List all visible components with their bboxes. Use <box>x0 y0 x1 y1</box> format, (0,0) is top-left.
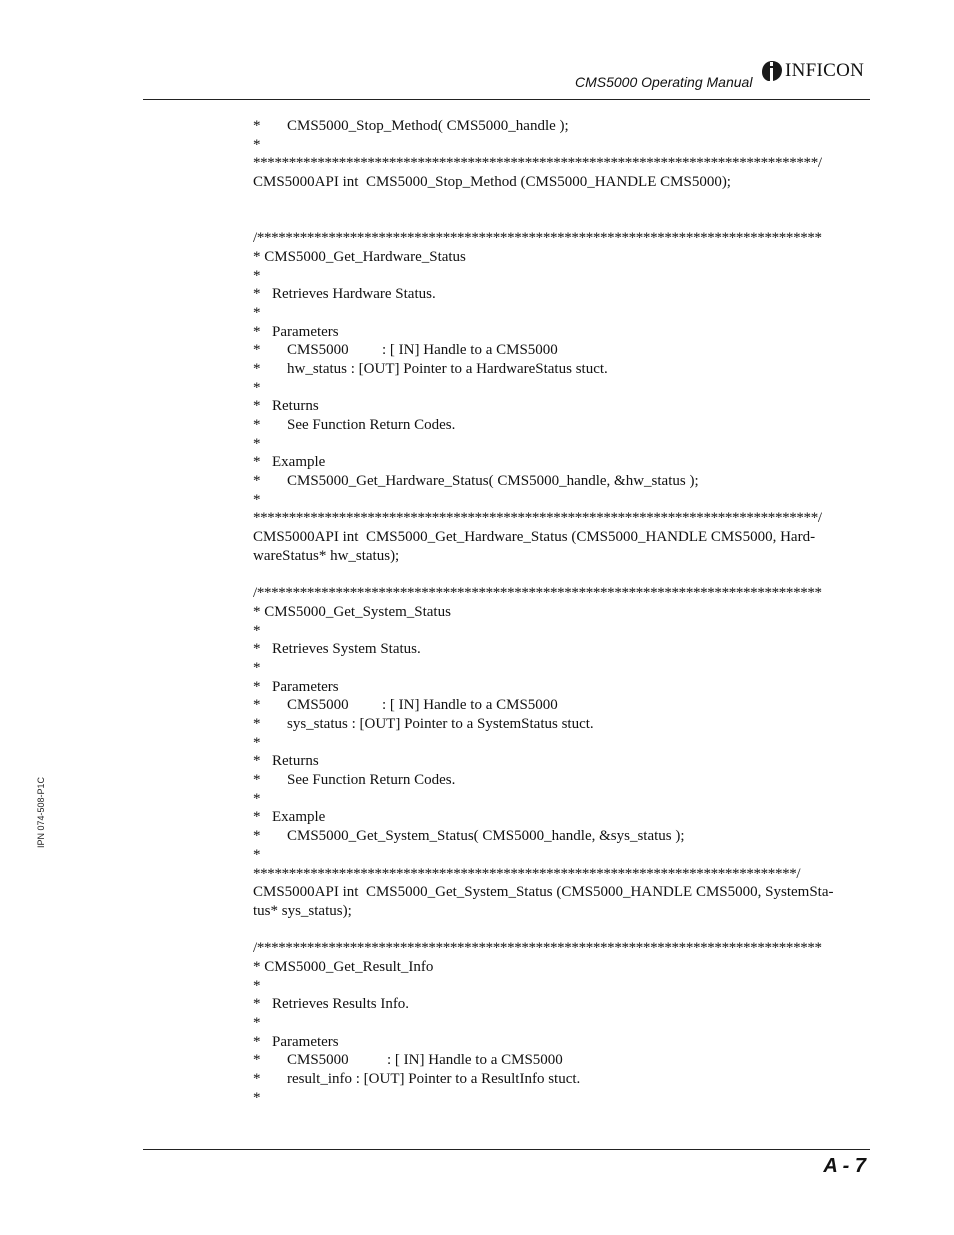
function-declaration: CMS5000API int CMS5000_Get_System_Status (CMS5000_HANDLE CMS5000, SystemSta- <box>253 884 834 901</box>
function-declaration-cont: tus* sys_status); <box>253 902 352 919</box>
comment-open: /******************************************************************************* <box>253 585 822 602</box>
comment-open: /******************************************************************************* <box>253 940 822 957</box>
param-name: CMS5000 <box>287 697 349 714</box>
param-line: hw_status : [OUT] Pointer to a HardwareStatus stuct. <box>287 360 608 377</box>
param-description: : [ IN] Handle to a CMS5000 <box>382 697 558 714</box>
header-rule <box>143 99 870 100</box>
example-heading: Example <box>272 809 326 826</box>
code-listing: * CMS5000_Stop_Method( CMS5000_handle ); * *******************************************************************************/ CMS5000API int CMS5000_Stop_Method (CMS5000_HANDLE CMS5000); /******************************************************************************* * CMS5000_Get_Hardware_Status * * Retrieves Hardware Status. * * Parameters * CMS5000 : [ IN] Handle to a CMS5000 * hw_status : [OUT] Pointer to a HardwareStatus stuct. * * Returns * See Function Return Codes. * * Example * CMS5000_Get_Hardware_Status( CMS5000_handle, &hw_status ); * *******************************************************************************/ CMS5000API int CMS5000_Get_Hardware_Status (CMS5000_HANDLE CMS5000, Hard- wareStatus* hw_status); /******************************************************************************* * CMS5000_Get_System_Status * * Retrieves System Status. * * Parameters * CMS5000 : [ IN] Handle to a CMS5000 * sys_status : [OUT] Pointer to a SystemStatus stuct. * * Returns * See Function Return Codes. * * Example * CMS5000_Get_System_Status( CMS5000_handle, &sys_status ); * ****************************************************************************/ CMS5000API int CMS5000_Get_System_Status (CMS5000_HANDLE CMS5000, SystemSta- tus* sys_status); /******************************************************************************* * CMS5000_Get_Result_Info * * Retrieves Results Info. * * Parameters * CMS5000 : [ IN] Handle to a CMS5000 * result_info : [OUT] Pointer to a ResultInfo stuct. * <box>253 117 873 1107</box>
function-description: Retrieves System Status. <box>272 641 421 658</box>
function-title: * CMS5000_Get_System_Status <box>253 603 451 620</box>
function-declaration-cont: wareStatus* hw_status); <box>253 547 400 564</box>
parameters-heading: Parameters <box>272 678 339 695</box>
function-declaration: CMS5000API int CMS5000_Stop_Method (CMS5000_HANDLE CMS5000); <box>253 174 731 191</box>
logo-wordmark: INFICON <box>785 60 865 81</box>
example-code: CMS5000_Get_System_Status( CMS5000_handle, &sys_status ); <box>287 828 685 845</box>
footer-rule <box>143 1149 870 1150</box>
returns-description: See Function Return Codes. <box>287 417 456 433</box>
code-line: CMS5000_Stop_Method( CMS5000_handle ); <box>287 118 569 134</box>
comment-close: *******************************************************************************/ <box>253 155 822 172</box>
page-number: A - 7 <box>823 1155 866 1177</box>
function-description: Retrieves Hardware Status. <box>272 286 436 303</box>
document-number: IPN 074-508-P1C <box>36 776 46 848</box>
example-heading: Example <box>272 454 326 471</box>
returns-description: See Function Return Codes. <box>287 772 456 789</box>
function-title: * CMS5000_Get_Result_Info <box>253 958 434 975</box>
param-line: sys_status : [OUT] Pointer to a SystemStatus stuct. <box>287 716 594 732</box>
param-description: : [ IN] Handle to a CMS5000 <box>382 342 558 359</box>
param-line: result_info : [OUT] Pointer to a ResultInfo stuct. <box>287 1071 581 1088</box>
param-name: CMS5000 <box>287 342 349 359</box>
comment-close: ****************************************************************************/ <box>253 865 801 882</box>
example-code: CMS5000_Get_Hardware_Status( CMS5000_handle, &hw_status ); <box>287 473 699 490</box>
inficon-logo-mark-icon <box>760 60 784 82</box>
comment-open: /******************************************************************************* <box>253 230 822 247</box>
manual-title: CMS5000 Operating Manual <box>575 74 753 90</box>
inficon-logo <box>760 60 864 82</box>
parameters-heading: Parameters <box>272 1033 339 1050</box>
param-description: : [ IN] Handle to a CMS5000 <box>387 1052 563 1069</box>
returns-heading: Returns <box>272 398 319 415</box>
function-description: Retrieves Results Info. <box>272 996 410 1013</box>
returns-heading: Returns <box>272 753 319 770</box>
function-title: * CMS5000_Get_Hardware_Status <box>253 248 466 265</box>
param-name: CMS5000 <box>287 1052 349 1069</box>
comment-close: *******************************************************************************/ <box>253 510 822 527</box>
parameters-heading: Parameters <box>272 323 339 340</box>
function-declaration: CMS5000API int CMS5000_Get_Hardware_Status (CMS5000_HANDLE CMS5000, Hard- <box>253 529 816 546</box>
